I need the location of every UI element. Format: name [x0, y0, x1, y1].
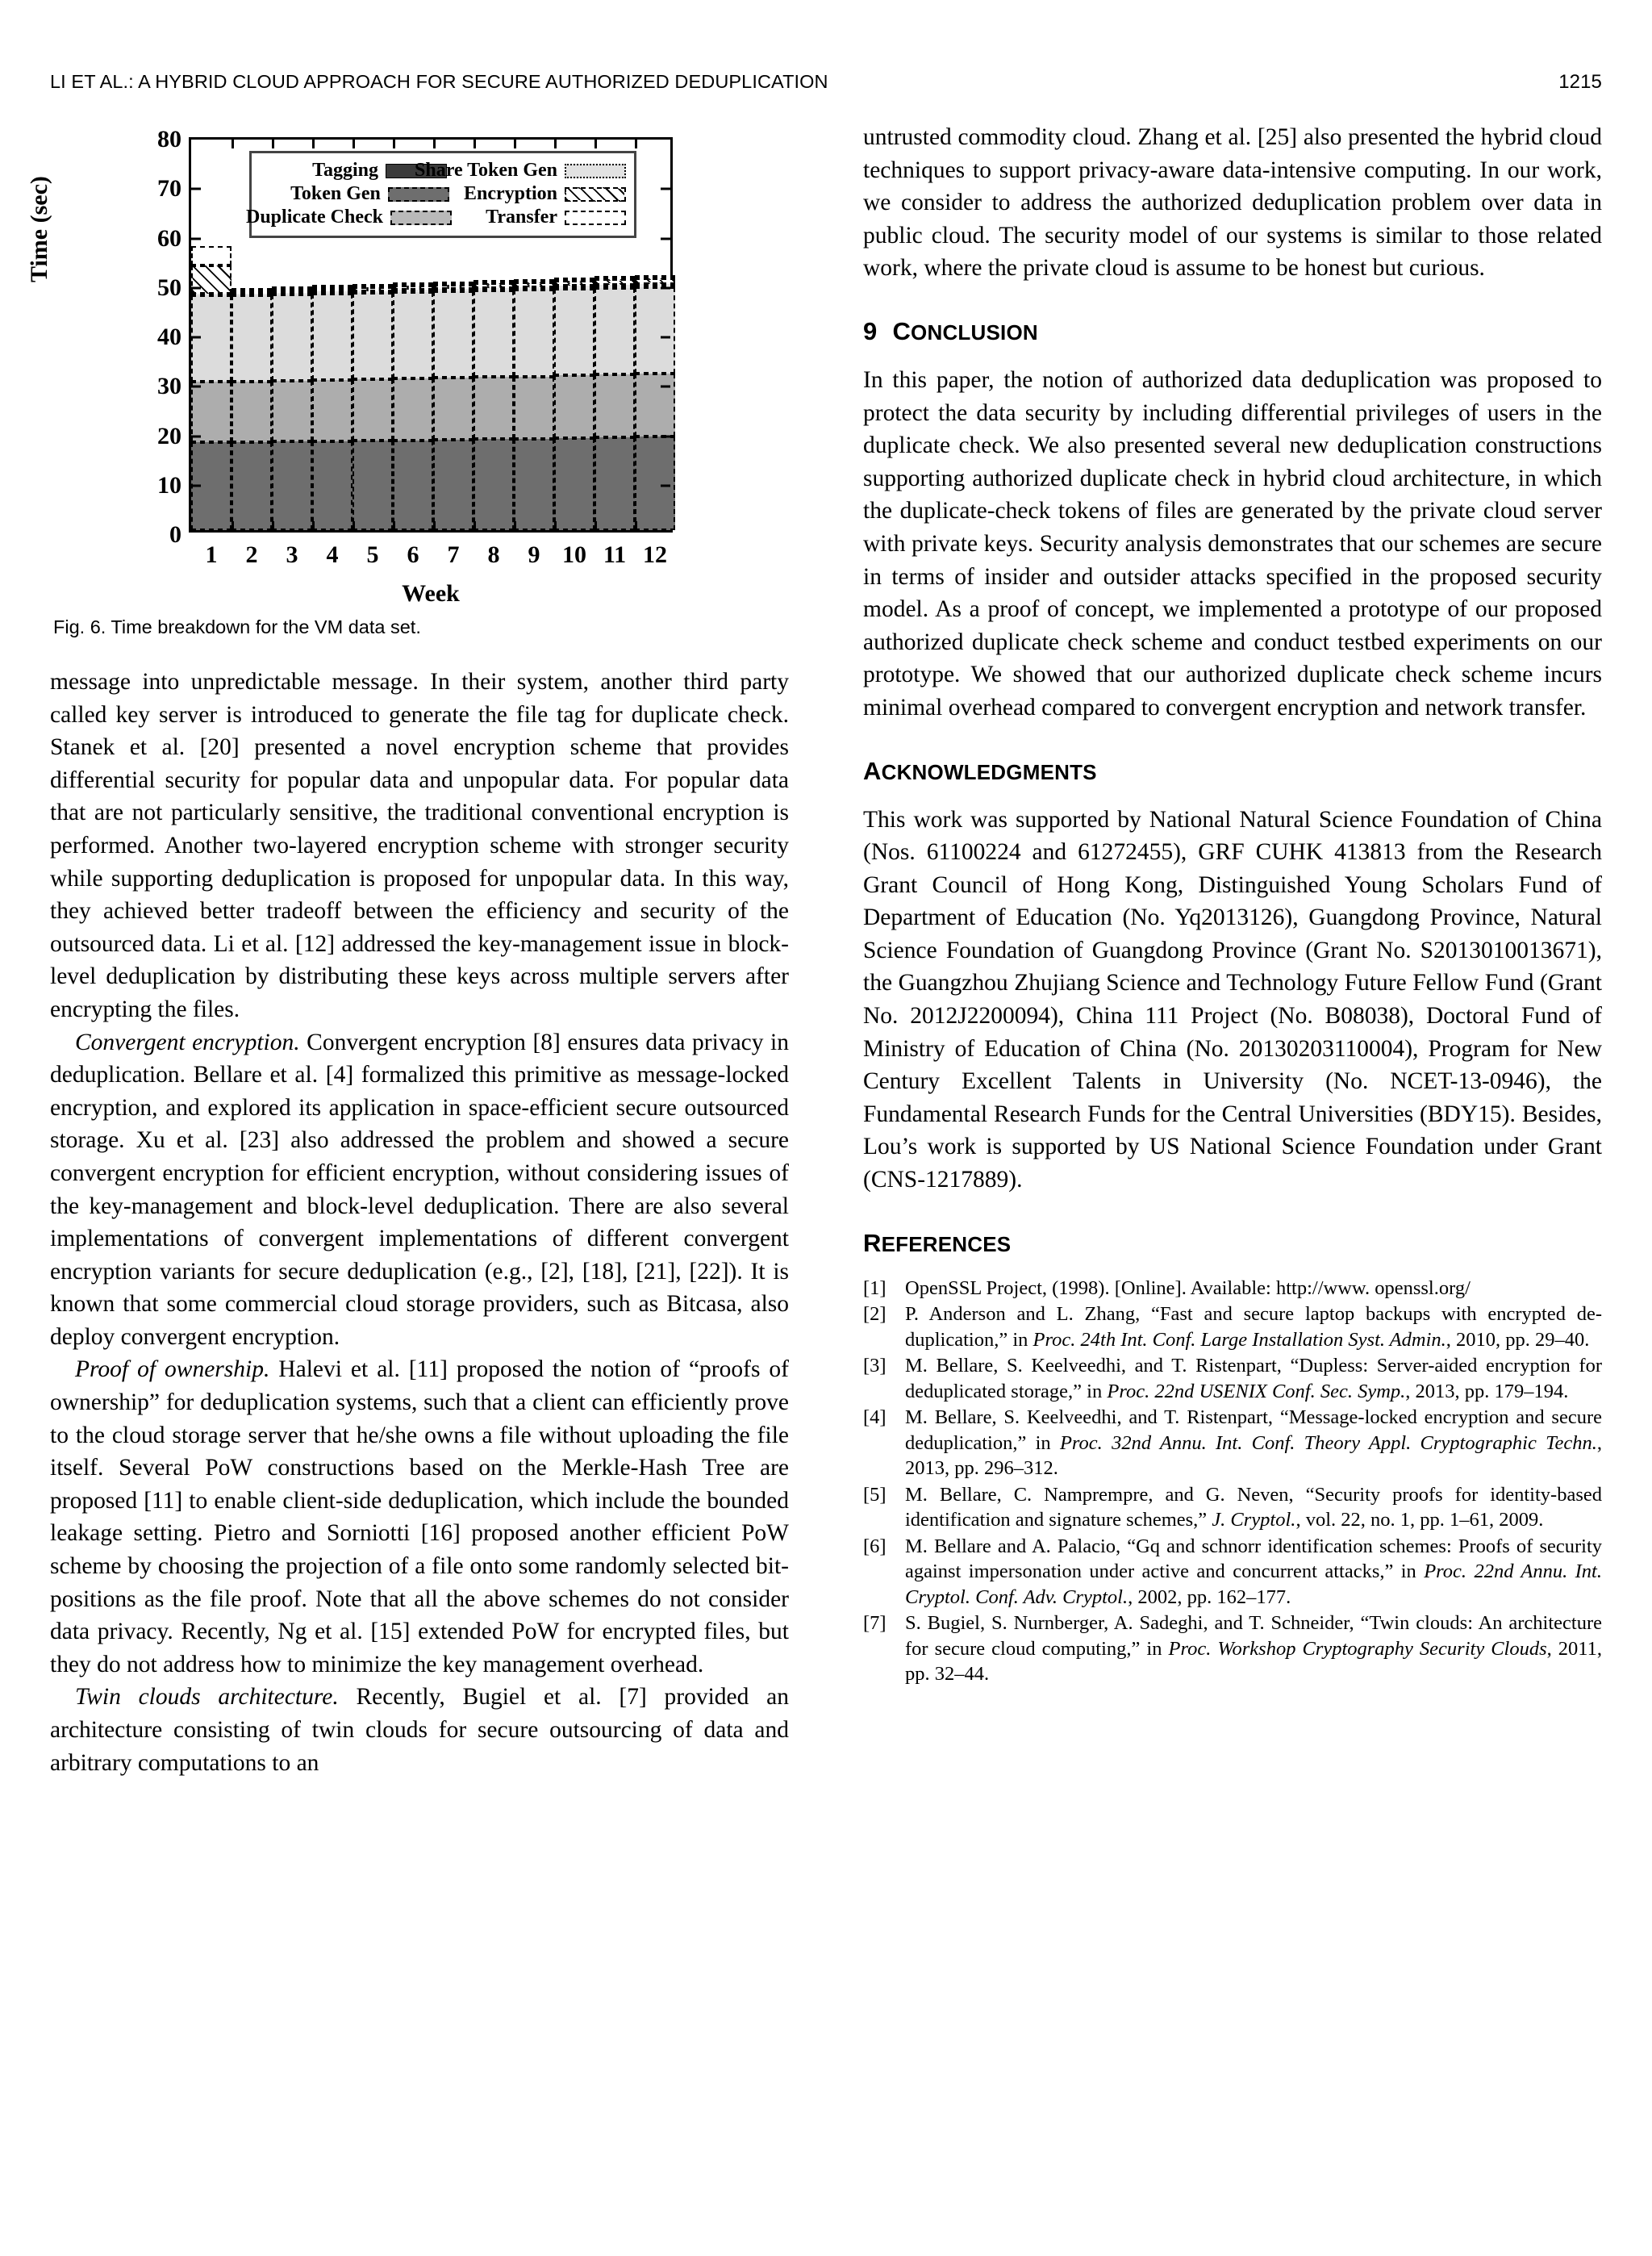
legend-row: [246, 206, 626, 229]
x-axis-tick-label: 9: [528, 541, 540, 568]
x-axis-tick-mark: [473, 140, 476, 148]
paragraph-text: Halevi et al. [11] proposed the notion of “proofs of ownership” for deduplication systems, such that a client can efficiently prove to the cloud storage server that he/she owns a file without uploading the file itself. Several PoW constructions based on the Merkle-Hash Tree are proposed [11] to enable client-side deduplication, which include the bounded leakage setting. Pietro and Sorniotti [16] proposed another efficient PoW scheme by choosing the projection of a file onto some randomly selected bit-positions as the file proof. Note that all the above schemes do not consider data privacy. Recently, Ng et al. [15] extended PoW for encrypted files, but they do not address how to minimize the key management overhead.: [50, 1356, 789, 1677]
reference-number: [2]: [863, 1303, 886, 1326]
x-axis-label: Week: [402, 580, 460, 607]
x-axis-tick-mark: [312, 140, 315, 148]
x-axis-tick-mark: [272, 140, 274, 148]
stacked-bar: [312, 286, 353, 530]
bar-segment: [191, 295, 232, 382]
reference-entry: [863, 1611, 1602, 1687]
legend-swatch-duplicate-check-icon: [390, 211, 452, 225]
bar-segment: [514, 290, 554, 376]
y-axis-tick-label: 0: [169, 521, 181, 548]
x-axis-tick-label: 3: [286, 541, 298, 568]
legend-label: Transfer: [486, 207, 557, 228]
x-axis-tick-mark: [433, 521, 436, 530]
bar-segment: [393, 441, 433, 530]
conclusion-heading: [863, 317, 1602, 346]
x-axis-tick-mark: [393, 140, 395, 148]
y-axis-tick-mark: [191, 484, 201, 487]
conclusion-paragraph: In this paper, the notion of authorized data deduplication was proposed to protect the data security by including differential privileges of users in the duplicate check. We also presented several new deduplication constructions supporting authorized duplicate check in hybrid cloud architecture, in which the duplicate-check tokens of files are generated by the private cloud server with private keys. Security analysis demonstrates that our schemes are secure in terms of insider and outsider attacks specified in the proposed security model. As a proof of concept, we implemented a prototype of our proposed authorized duplicate check scheme and conduct testbed experiments on our prototype. We showed that our authorized duplicate check scheme incurs minimal overhead compared to convergent encryption and network transfer.: [863, 366, 1602, 721]
x-axis-tick-mark: [514, 140, 516, 148]
y-axis-tick-mark: [191, 188, 201, 190]
left-column: [26, 121, 789, 1779]
bar-segment: [473, 290, 514, 377]
time-breakdown-chart: [26, 121, 729, 607]
bar-segment: [554, 438, 594, 530]
stacked-bar: [433, 282, 473, 530]
bar-segment: [353, 287, 393, 290]
y-axis-tick-mark: [191, 336, 201, 339]
two-column-layout: [26, 121, 1602, 2219]
legend-entry-token-gen: [260, 183, 449, 205]
reference-number: [7]: [863, 1612, 886, 1635]
legend-label: Tagging: [312, 160, 378, 181]
bar-segment: [393, 378, 433, 441]
legend-swatch-encryption-icon: [565, 187, 626, 202]
reference-entry: [863, 1405, 1602, 1481]
right-intro-paragraph: untrusted commodity cloud. Zhang et al. [25] also presented the hybrid cloud techniques to support privacy-aware data-intensive computing. In our work, we consider to address the authorized deduplication problem over data in public cloud. The security model of our systems is similar to those related work, where the private cloud is assume to be honest but curious.: [863, 124, 1602, 282]
bar-segment: [191, 382, 232, 442]
reference-number: [1]: [863, 1276, 886, 1299]
left-paragraph-1: message into unpredictable message. In their system, another third party called key server is introduced to generate the file tag for duplicate check. Stanek et al. [20] presented a novel encryption scheme that provides differential security for popular data and unpopular data. For popular data that are not particularly sensitive, the traditional conventional encryption is performed. Another two-layered encryption scheme with stronger security while supporting deduplication is proposed for unpopular data. In this way, they achieved better tradeoff between the efficiency and security of the outsourced data. Li et al. [12] addressed the key-management issue in block-level deduplication by distributing these keys across multiple servers after encrypting the files.: [50, 669, 789, 1022]
bar-segment: [393, 282, 433, 286]
bar-segment: [473, 377, 514, 439]
x-axis-tick-mark: [594, 140, 597, 148]
stacked-bar: [353, 285, 393, 530]
bar-segment: [473, 280, 514, 283]
x-axis-tick-label: 11: [603, 541, 627, 568]
x-axis-tick-mark: [393, 521, 395, 530]
x-axis-tick-mark: [635, 140, 637, 148]
x-axis-tick-label: 2: [245, 541, 258, 568]
acknowledgments-heading: ACKNOWLEDGMENTS: [863, 756, 1097, 785]
stacked-bar: [232, 290, 272, 530]
bar-segment: [353, 284, 393, 287]
figure-6: [26, 121, 789, 638]
y-axis-tick-mark: [661, 286, 670, 289]
x-axis-tick-label: 4: [326, 541, 339, 568]
bar-segment: [433, 282, 473, 285]
reference-number: [4]: [863, 1406, 886, 1429]
y-axis-tick-mark: [661, 237, 670, 240]
x-axis-tick-mark: [353, 140, 355, 148]
x-axis-tick-mark: [635, 521, 637, 530]
reference-entry: [863, 1353, 1602, 1404]
page-number: 1215: [1558, 71, 1602, 93]
bar-segment: [594, 437, 635, 530]
legend-entry-transfer: [452, 207, 626, 228]
reference-text: OpenSSL Project, (1998). [Online]. Available: http://www. openssl.org/: [905, 1276, 1471, 1299]
x-axis-tick-mark: [554, 140, 557, 148]
stacked-bar: [514, 279, 554, 530]
bar-segment: [554, 286, 594, 289]
paragraph-lead-in: Twin clouds architecture.: [75, 1684, 339, 1711]
bar-segment: [232, 382, 272, 442]
bar-segment: [594, 374, 635, 437]
y-axis-tick-mark: [661, 484, 670, 487]
legend-swatch-token-gen-icon: [388, 187, 449, 202]
bar-segment: [514, 439, 554, 530]
right-column: [863, 121, 1602, 1688]
bar-segment: [393, 292, 433, 378]
stacked-bar: [393, 283, 433, 530]
legend-label: Duplicate Check: [246, 207, 383, 228]
x-axis-tick-mark: [594, 521, 597, 530]
reference-text: P. Anderson and L. Zhang, “Fast and secure laptop backups with encrypted de-duplication,” in Proc. 24th Int. Conf. Large Installation Syst. Admin., 2010, pp. 29–40.: [905, 1303, 1602, 1351]
bar-segment: [353, 379, 393, 441]
y-axis-tick-label: 70: [157, 175, 181, 203]
reference-text: M. Bellare, S. Keelveedhi, and T. Ristenpart, “Message-locked encryption and secure deduplication,” in Proc. 32nd Annu. Int. Conf. Theory Appl. Cryptographic Techn., 2013, pp. 296–312.: [905, 1406, 1602, 1480]
left-paragraph-3: [50, 1353, 789, 1681]
bar-segment: [433, 440, 473, 530]
y-axis-tick-label: 10: [157, 471, 181, 499]
bar-segment: [594, 279, 635, 285]
bar-segment: [232, 442, 272, 530]
bar-segment: [635, 275, 675, 278]
legend-entry-duplicate-check: [246, 207, 452, 228]
reference-entry: [863, 1534, 1602, 1611]
bar-segment: [272, 290, 312, 293]
bar-segment: [232, 288, 272, 291]
legend-entry-encryption: [449, 183, 626, 205]
bar-segment: [473, 439, 514, 530]
x-axis-tick-mark: [272, 521, 274, 530]
bar-segment: [312, 288, 353, 291]
x-axis-tick-label: 10: [562, 541, 586, 568]
x-axis-tick-mark: [433, 140, 436, 148]
y-axis-tick-label: 40: [157, 324, 181, 350]
reference-entry: [863, 1301, 1602, 1352]
paragraph-lead-in: Proof of ownership.: [75, 1356, 270, 1383]
bar-segment: [272, 295, 312, 381]
bar-segment: [272, 441, 312, 530]
x-axis-tick-label: 5: [366, 541, 379, 568]
references-heading: REFERENCES: [863, 1228, 1012, 1257]
section-title: CONCLUSION: [892, 316, 1038, 345]
left-paragraph-2: [50, 1026, 789, 1354]
x-axis-tick-mark: [312, 521, 315, 530]
bar-segment: [554, 289, 594, 375]
x-axis-tick-label: 7: [447, 541, 460, 568]
bar-segment: [272, 381, 312, 441]
bar-segment: [594, 288, 635, 374]
y-axis-tick-label: 30: [157, 373, 181, 400]
bar-segment: [594, 285, 635, 288]
bar-segment: [353, 441, 393, 530]
bar-segment: [191, 265, 232, 294]
bar-segment: [514, 282, 554, 287]
bar-segment: [554, 278, 594, 281]
plot-area: [157, 126, 673, 607]
running-head-title: LI ET AL.: A HYBRID CLOUD APPROACH FOR SECURE AUTHORIZED DEDUPLICATION: [50, 71, 828, 92]
x-axis-tick-mark: [353, 521, 355, 530]
y-axis-tick-mark: [661, 435, 670, 437]
bar-segment: [312, 441, 353, 530]
y-axis-tick-mark: [661, 188, 670, 190]
bar-segment: [554, 281, 594, 286]
running-head: [50, 71, 1602, 94]
paragraph-lead-in: Convergent encryption.: [75, 1029, 300, 1055]
legend-swatch-transfer-icon: [565, 211, 626, 225]
reference-text: S. Bugiel, S. Nurnberger, A. Sadeghi, and T. Schneider, “Twin clouds: An architecture for secure cloud computing,” in Proc. Workshop Cryptography Security Clouds, 2011, pp. 32–44.: [905, 1612, 1602, 1686]
left-paragraph-4: [50, 1681, 789, 1779]
y-axis-tick-label: 20: [157, 422, 181, 449]
bar-segment: [272, 286, 312, 290]
bar-segment: [433, 285, 473, 289]
x-axis-tick-label: 8: [487, 541, 500, 568]
bar-segment: [635, 287, 675, 374]
bar-segment: [232, 295, 272, 382]
bar-segment: [393, 286, 433, 290]
reference-text: M. Bellare, C. Namprempre, and G. Neven, “Security proofs for identity-based identification and signature schemes,” J. Cryptol., vol. 22, no. 1, pp. 1–61, 2009.: [905, 1483, 1602, 1531]
y-axis-tick-mark: [191, 237, 201, 240]
y-axis-tick-mark: [191, 286, 201, 289]
bar-segment: [433, 291, 473, 378]
stacked-bar: [554, 278, 594, 530]
bar-segment: [191, 246, 232, 266]
x-axis-tick-mark: [514, 521, 516, 530]
y-axis-tick-label: 60: [157, 224, 181, 252]
paragraph-text: Convergent encryption [8] ensures data privacy in deduplication. Bellare et al. [4] formalized this primitive as message-locked encryption, and explored its application in space-efficient secure outsourced storage. Xu et al. [23] also addressed the problem and showed a secure convergent encryption for efficient encryption, without considering issues of the key-management and block-level deduplication. There are also several implementations of convergent implementations of different convergent encryption variants for secure deduplication (e.g., [2], [18], [21], [22]). It is known that some commercial cloud storage providers, such as Bitcasa, also deploy convergent encryption.: [50, 1029, 789, 1350]
reference-text: M. Bellare and A. Palacio, “Gq and schnorr identification schemes: Proofs of security against impersonation under active and concurrent attacks,” in Proc. 22nd Annu. Int. Cryptol. Conf. Adv. Cryptol., 2002, pp. 162–177.: [905, 1535, 1602, 1608]
y-axis-tick-mark: [191, 386, 201, 388]
x-axis-tick-label: 6: [407, 541, 419, 568]
legend-label: Share Token Gen: [415, 160, 557, 181]
bar-segment: [312, 285, 353, 288]
bar-segment: [514, 279, 554, 282]
y-axis-label: Time (sec): [26, 176, 52, 282]
legend-entry-share-token-gen: [415, 160, 626, 182]
y-axis-tick-label: 80: [157, 126, 181, 152]
bar-segment: [312, 380, 353, 441]
bar-segment: [635, 374, 675, 437]
y-axis-tick-mark: [661, 386, 670, 388]
reference-list: [863, 1276, 1602, 1687]
legend-row: [260, 159, 626, 182]
x-axis-tick-mark: [554, 521, 557, 530]
bar-segment: [473, 283, 514, 288]
bar-segment: [312, 294, 353, 380]
bar-segment: [514, 377, 554, 439]
bar-segment: [353, 293, 393, 379]
y-axis-tick-mark: [191, 435, 201, 437]
stacked-bar: [272, 288, 312, 530]
bar-segment: [635, 278, 675, 284]
reference-entry: [863, 1482, 1602, 1533]
reference-text: M. Bellare, S. Keelveedhi, and T. Ristenpart, “Dupless: Server-aided encryption for deduplicated storage,” in Proc. 22nd USENIX Conf. Sec. Symp., 2013, pp. 179–194.: [905, 1355, 1602, 1402]
y-axis-tick-mark: [661, 336, 670, 339]
x-axis-tick-label: 12: [643, 541, 667, 568]
section-number: 9: [863, 316, 878, 345]
reference-number: [5]: [863, 1483, 886, 1506]
reference-number: [3]: [863, 1355, 886, 1377]
x-axis-tick-mark: [232, 140, 234, 148]
legend-row: [260, 182, 626, 206]
stacked-bar: [635, 275, 675, 530]
bar-segment: [594, 276, 635, 279]
reference-number: [6]: [863, 1535, 886, 1557]
bar-segment: [554, 375, 594, 438]
bar-segment: [433, 378, 473, 440]
x-axis-tick-mark: [232, 521, 234, 530]
legend-swatch-share-token-gen-icon: [565, 164, 626, 178]
bar-segment: [635, 437, 675, 530]
chart-legend: [246, 151, 636, 238]
legend-label: Token Gen: [290, 183, 381, 204]
y-axis-tick-label: 50: [157, 274, 181, 301]
acknowledgments-paragraph: This work was supported by National Natural Science Foundation of China (Nos. 61100224 and 61272455), GRF CUHK 413813 from the Research Grant Council of Hong Kong, Distinguished Young Scholars Fund of Department of Education (No. Yq2013126), Guangdong Province, Natural Science Foundation of Guangdong Province (Grant No. S2013010013671), the Guangzhou Zhujiang Science and Technology Future Fellow Fund (Grant No. 2012J2200094), China 111 Project (No. B08038), Doctoral Fund of Ministry of Education of China (No. 20130203110004), Program for New Century Excellent Talents in University (No. NCET-13-0946), the Fundamental Research Funds for the Central Universities (BDY15). Besides, Lou’s work is supported by US National Science Foundation under Grant (CNS-1217889).: [863, 806, 1602, 1193]
stacked-bar: [594, 276, 635, 530]
stacked-bar: [473, 281, 514, 530]
figure-caption: Fig. 6. Time breakdown for the VM data set.: [53, 616, 421, 637]
x-axis-tick-label: 1: [205, 541, 218, 568]
legend-label: Encryption: [463, 183, 557, 204]
paragraph-text: Recently, Bugiel et al. [7] provided an architecture consisting of twin clouds for secure outsourcing of data and arbitrary computations to an: [50, 1684, 789, 1776]
x-axis-tick-mark: [473, 521, 476, 530]
reference-entry: [863, 1276, 1602, 1301]
